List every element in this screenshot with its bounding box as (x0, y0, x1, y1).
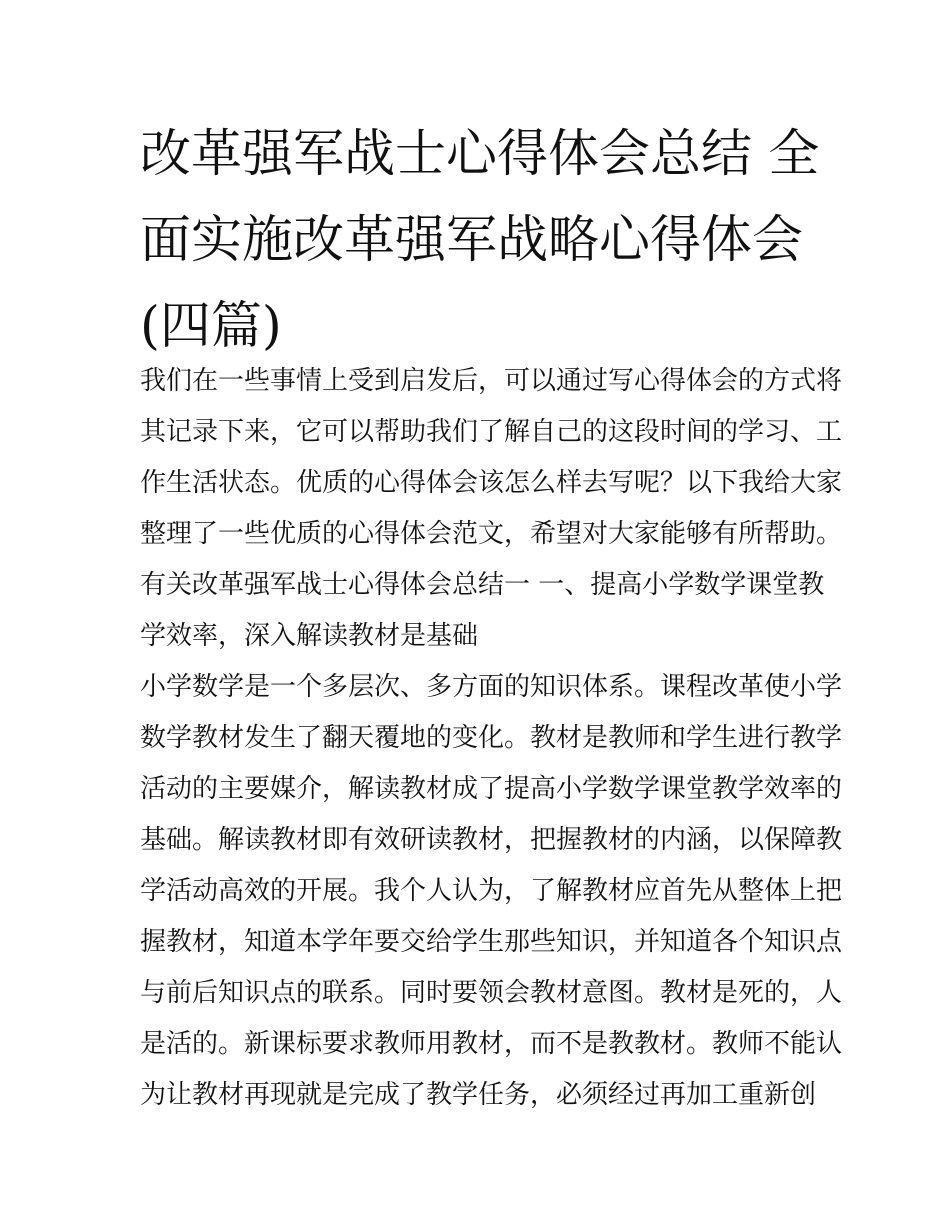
body-line: 基础。解读教材即有效研读教材，把握教材的内涵，以保障教 (140, 825, 843, 855)
title-line: 面实施改革强军战略心得体会 (140, 211, 804, 270)
body-line: 作生活状态。优质的心得体会该怎么样去写呢？以下我给大家 (140, 468, 843, 498)
body-line: 是活的。新课标要求教师用教材，而不是教教材。教师不能认 (140, 1029, 843, 1059)
body-line: 整理了一些优质的心得体会范文，希望对大家能够有所帮助。 (140, 519, 843, 549)
body-line: 小学数学是一个多层次、多方面的知识体系。课程改革使小学 (140, 672, 843, 702)
title-line: 改革强军战士心得体会总结 全 (140, 125, 820, 184)
body-line: 握教材，知道本学年要交给学生那些知识，并知道各个知识点 (140, 927, 843, 957)
document-title (140, 112, 820, 370)
body-line: 学效率，深入解读教材是基础 (140, 621, 479, 651)
body-line: 活动的主要媒介，解读教材成了提高小学数学课堂教学效率的 (140, 774, 843, 804)
body-line: 学活动高效的开展。我个人认为，了解教材应首先从整体上把 (140, 876, 843, 906)
body-line: 为让教材再现就是完成了教学任务，必须经过再加工重新创 (140, 1080, 817, 1110)
body-line: 我们在一些事情上受到启发后，可以通过写心得体会的方式将 (140, 366, 843, 396)
body-line: 其记录下来，它可以帮助我们了解自己的这段时间的学习、工 (140, 417, 843, 447)
body-line: 与前后知识点的联系。同时要领会教材意图。教材是死的，人 (140, 978, 843, 1008)
body-line: 数学教材发生了翻天覆地的变化。教材是教师和学生进行教学 (140, 723, 843, 753)
document-body (140, 356, 843, 1121)
title-line: (四篇) (140, 297, 282, 356)
body-line: 有关改革强军战士心得体会总结一 一、提高小学数学课堂教 (140, 570, 825, 600)
